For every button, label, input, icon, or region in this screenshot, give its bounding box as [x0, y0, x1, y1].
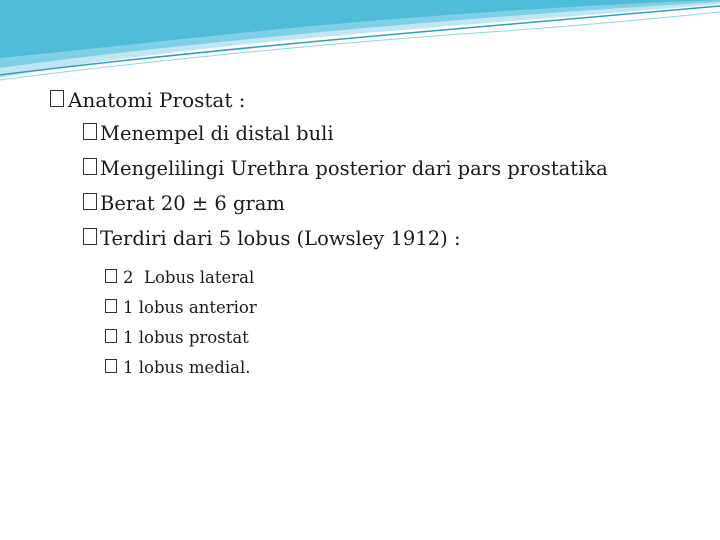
- bullet-item: [50, 122, 700, 157]
- sub-bullet-item: [50, 328, 700, 358]
- missing-glyph-box-icon: [105, 329, 117, 343]
- missing-glyph-box-icon: [105, 299, 117, 313]
- header-wave-decoration: [0, 0, 720, 90]
- sub-bullet-text: 2 Lobus lateral: [123, 268, 255, 287]
- bullet-text: Mengelilingi Urethra posterior dari pars prostatika: [100, 157, 608, 180]
- bullet-text: Berat 20 ± 6 gram: [100, 192, 285, 215]
- sub-bullet-item: [50, 268, 700, 298]
- slide-title: [50, 88, 700, 122]
- missing-glyph-box-icon: [105, 359, 117, 373]
- bullet-item: [50, 157, 700, 192]
- missing-glyph-box-icon: [83, 123, 97, 140]
- sub-bullet-text: 1 lobus medial.: [123, 358, 251, 377]
- bullet-text: Terdiri dari 5 lobus (Lowsley 1912) :: [100, 227, 461, 250]
- bullet-text: Menempel di distal buli: [100, 122, 334, 145]
- bullet-item: [50, 227, 700, 262]
- missing-glyph-box-icon: [50, 90, 64, 107]
- slide-content: [50, 88, 700, 388]
- missing-glyph-box-icon: [83, 228, 97, 245]
- sub-bullet-item: [50, 298, 700, 328]
- sub-bullet-item: [50, 358, 700, 388]
- bullet-item: [50, 192, 700, 227]
- sub-bullet-text: 1 lobus prostat: [123, 328, 249, 347]
- sub-bullet-text: 1 lobus anterior: [123, 298, 257, 317]
- title-text: Anatomi Prostat :: [68, 88, 246, 112]
- missing-glyph-box-icon: [83, 193, 97, 210]
- missing-glyph-box-icon: [83, 158, 97, 175]
- missing-glyph-box-icon: [105, 269, 117, 283]
